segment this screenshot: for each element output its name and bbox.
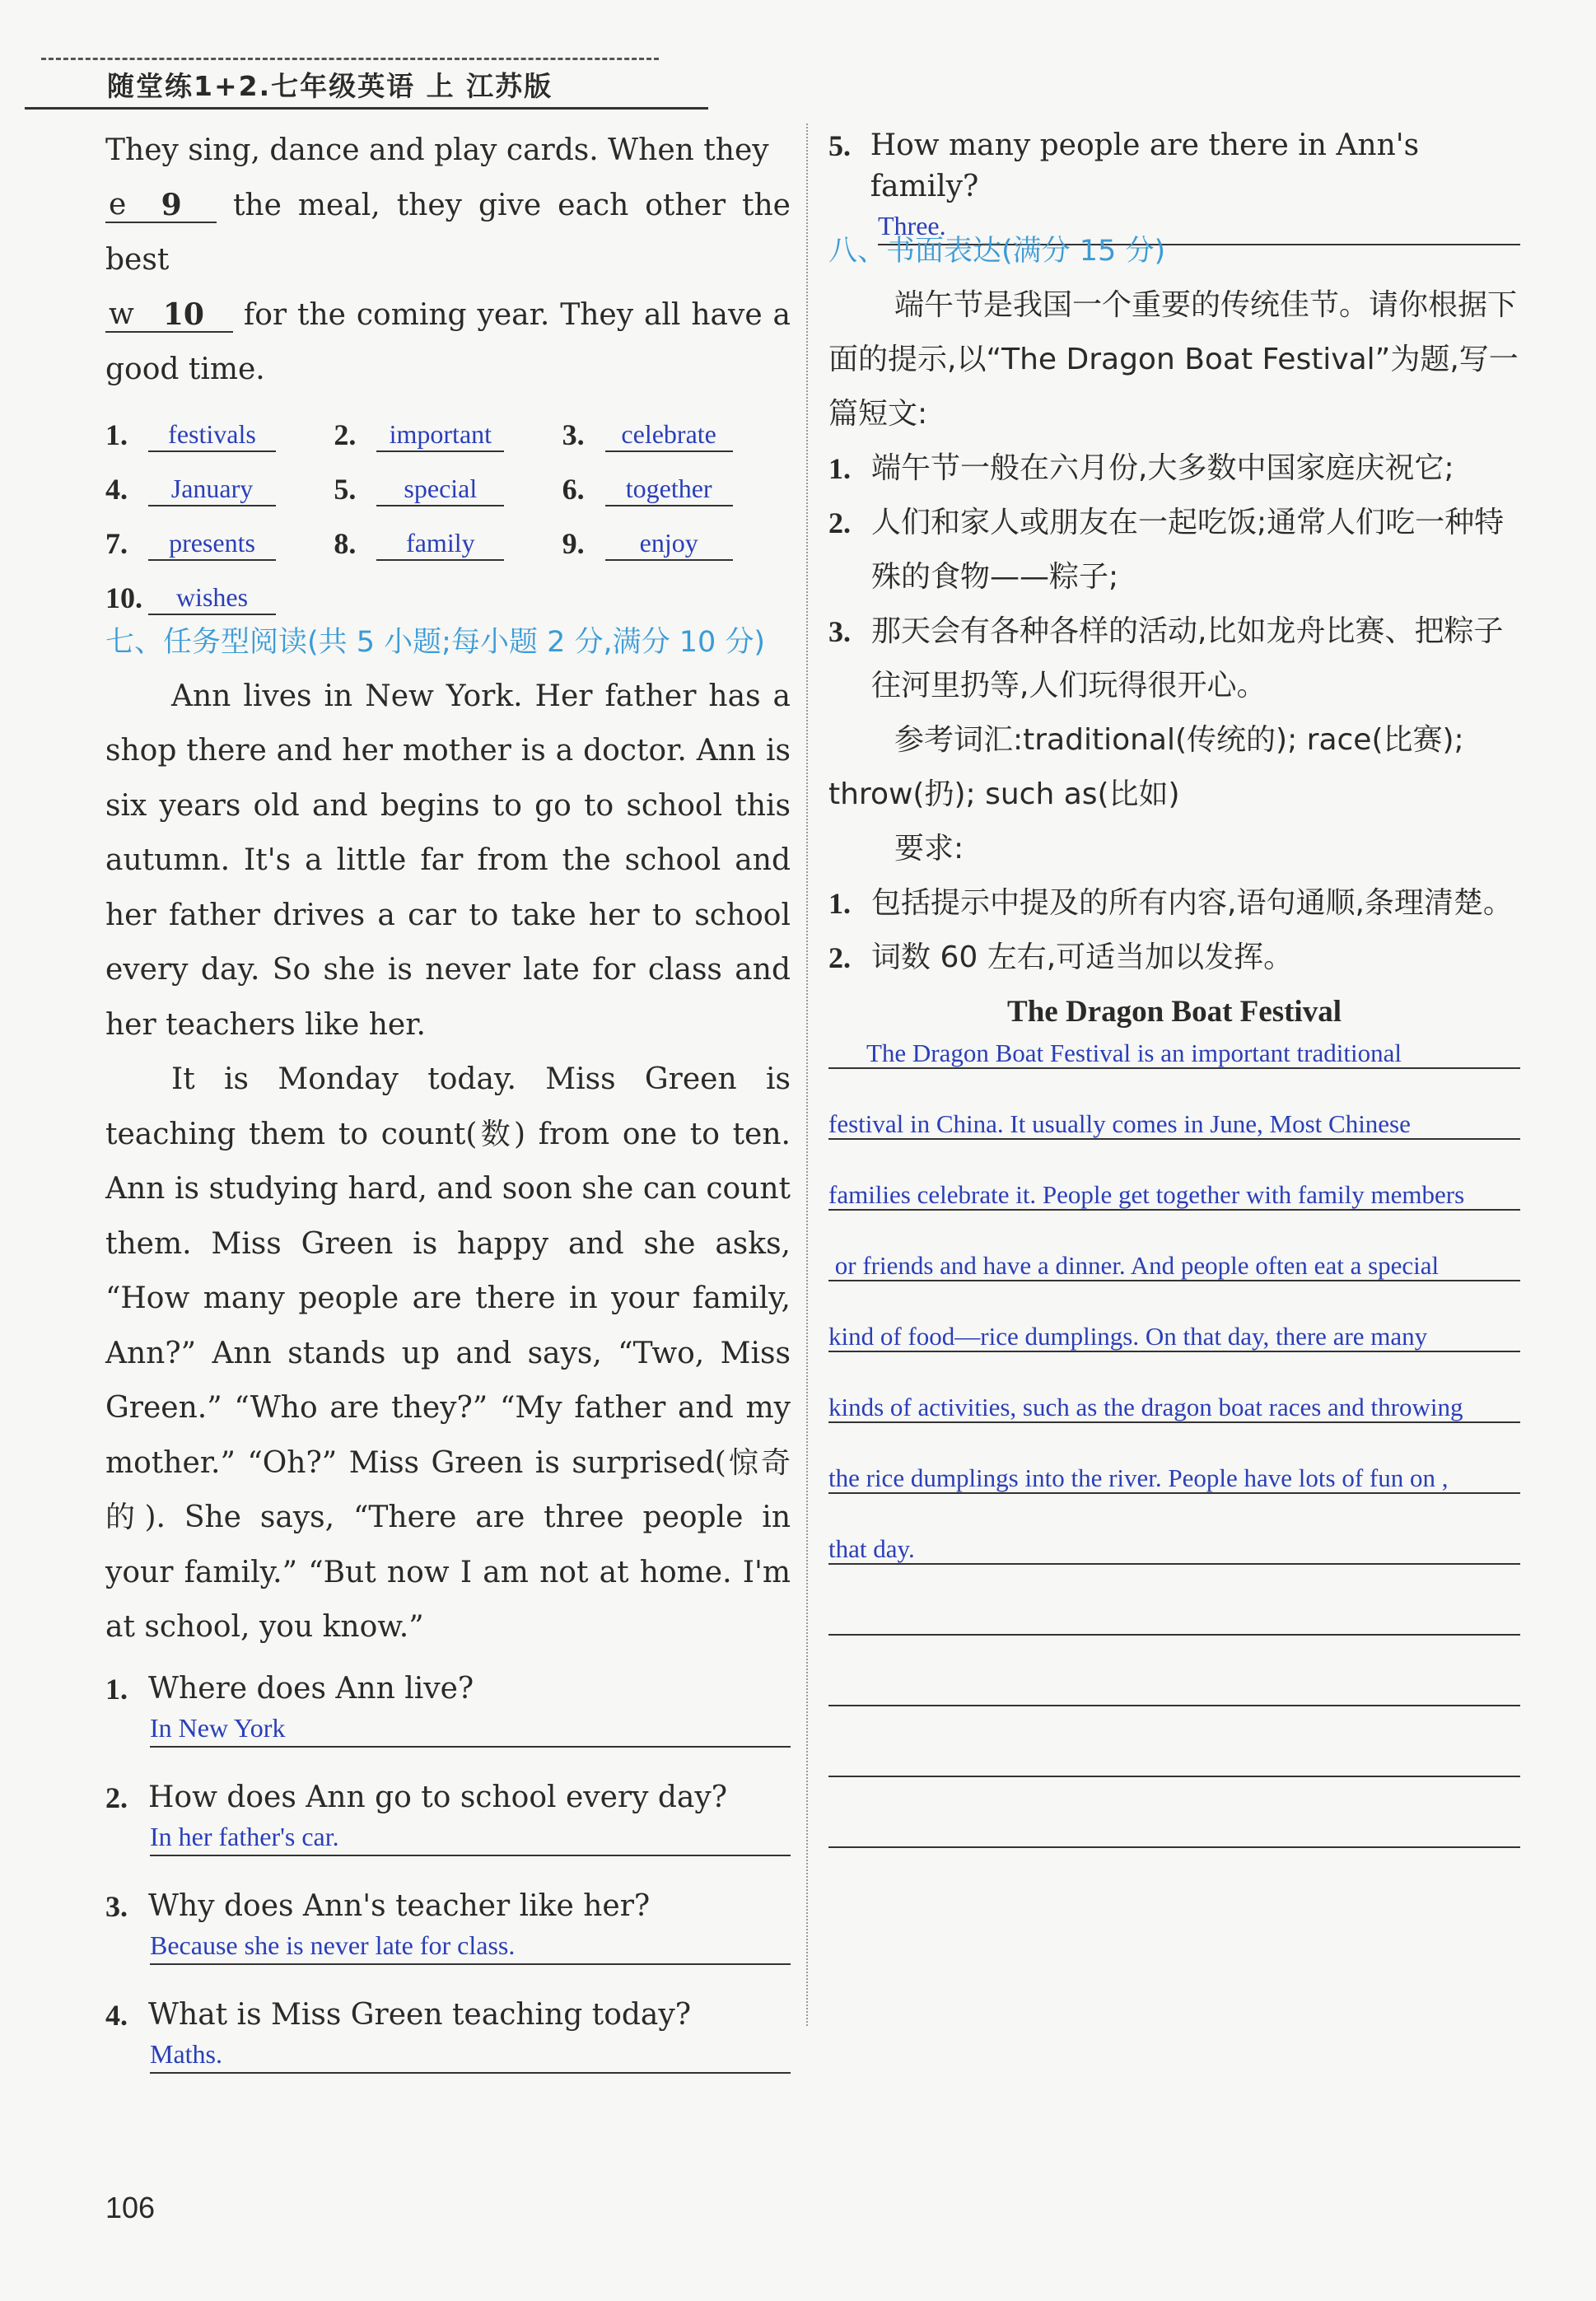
answer-text: important <box>376 418 504 452</box>
requirement-item <box>828 931 1520 985</box>
essay-line: festival in China. It usually comes in June, Most Chinese <box>828 1069 1520 1140</box>
hint-item <box>828 441 1520 496</box>
question-number: 2. <box>105 1781 128 1814</box>
answer-text: festivals <box>148 418 276 452</box>
reading-paragraph-2: It is Monday today. Miss Green is teaching them to count(数) from one to ten. Ann is studying hard, and soon she can count them. Miss Green is happy and she asks, “How many people are there in your family, Ann?” Ann stands up and says, “Two, Miss Green.” “Who are they?” “My father and my mother.” “Oh?” Miss Green is surprised(惊奇的). She says, “There are three people in your family.” “But now I am not at home. I'm at school, you know.” <box>105 1062 791 1644</box>
answer-number: 2. <box>334 418 357 451</box>
question-number: 5. <box>828 129 851 162</box>
essay-title: The Dragon Boat Festival <box>1007 995 1342 1029</box>
passage-end <box>105 124 791 398</box>
essay-line <box>828 1636 1520 1706</box>
hint-number: 2. <box>828 506 851 539</box>
hint-item <box>828 496 1520 604</box>
blank-9-number: 9 <box>161 187 182 222</box>
essay-line: the rice dumplings into the river. People have lots of fun on , <box>828 1423 1520 1494</box>
hint-text: 端午节一般在六月份,大多数中国家庭庆祝它; <box>871 451 1454 485</box>
answer-number: 9. <box>562 526 585 560</box>
question-text: How many people are there in Ann's family? <box>870 128 1420 203</box>
answer-grid <box>105 398 791 615</box>
answer-text: family <box>376 526 504 561</box>
answer-text: wishes <box>148 581 276 615</box>
answer-line: Because she is never late for class. <box>150 1927 791 1965</box>
requirement-text: 包括提示中提及的所有内容,语句通顺,条理清楚。 <box>871 886 1513 920</box>
question-item-5 <box>828 124 1520 240</box>
requirement-number: 2. <box>828 941 851 974</box>
essay-line: that day. <box>828 1494 1520 1565</box>
question-number: 3. <box>105 1889 128 1923</box>
essay-line: families celebrate it. People get together with family members <box>828 1140 1520 1211</box>
requirement-number: 1. <box>828 887 851 920</box>
answer-line: In New York <box>150 1710 791 1748</box>
answer-number: 7. <box>105 526 128 560</box>
question-item <box>105 1876 791 1985</box>
answer-item <box>105 526 334 561</box>
essay-line <box>828 1565 1520 1636</box>
answer-item <box>562 418 791 452</box>
answer-item <box>105 472 334 506</box>
question-list <box>105 1659 791 2093</box>
answer-item <box>562 472 791 506</box>
answer-text: presents <box>148 526 276 561</box>
answer-item <box>105 418 334 452</box>
answer-text: January <box>148 472 276 506</box>
passage-line: the meal, they give each other the best <box>105 188 791 277</box>
section-7-title: 七、任务型阅读(共 5 小题;每小题 2 分,满分 10 分) <box>105 625 766 659</box>
answer-item <box>334 418 562 452</box>
requirements-label: 要求: <box>894 832 964 866</box>
header-dashed-line <box>41 58 659 60</box>
section-8-title: 八、书面表达(满分 15 分) <box>828 235 1166 268</box>
answer-number: 5. <box>334 472 357 506</box>
hint-number: 3. <box>828 615 851 648</box>
question-text: What is Miss Green teaching today? <box>148 1997 692 2032</box>
answer-line: In her father's car. <box>150 1818 791 1856</box>
blank-10 <box>105 298 233 333</box>
reading-paragraph-1: Ann lives in New York. Her father has a shop there and her mother is a doctor. Ann is six years old and begins to go to school this autumn. It's a little far from the school and her father drives a car to take her to school every day. So she is never late for class and her teachers like her. <box>105 679 791 1042</box>
column-divider <box>806 124 808 2026</box>
answer-text: enjoy <box>605 526 733 561</box>
question-text: How does Ann go to school every day? <box>148 1780 728 1814</box>
writing-prompt: 端午节是我国一个重要的传统佳节。请你根据下面的提示,以“The Dragon Boat Festival”为题,写一篇短文: <box>828 288 1519 431</box>
answer-text: together <box>605 472 733 506</box>
hint-text: 人们和家人或朋友在一起吃饭;通常人们吃一种特殊的食物——粽子; <box>871 506 1505 594</box>
essay-line <box>828 1777 1520 1848</box>
requirement-text: 词数 60 左右,可适当加以发挥。 <box>871 940 1294 974</box>
page-header <box>25 58 708 110</box>
passage-line: for the coming year. They all have a good time. <box>105 297 791 386</box>
blank-10-prefix: w <box>109 296 134 331</box>
left-column <box>105 124 791 2093</box>
answer-item <box>105 581 348 615</box>
essay-line: or friends and have a dinner. And people often eat a special <box>828 1211 1520 1281</box>
passage-line: They sing, dance and play cards. When they <box>105 133 769 167</box>
essay-line <box>828 1706 1520 1777</box>
answer-item <box>334 526 562 561</box>
book-title: 随堂练1+2.七年级英语 上 江苏版 <box>107 70 553 102</box>
answer-number: 3. <box>562 418 585 451</box>
answer-text: celebrate <box>605 418 733 452</box>
question-text: Where does Ann live? <box>148 1671 474 1706</box>
question-number: 4. <box>105 1998 128 2032</box>
answer-line: Maths. <box>150 2036 791 2074</box>
requirement-item <box>828 876 1520 931</box>
hint-item <box>828 604 1520 713</box>
vocabulary-hint: 参考词汇:traditional(传统的); race(比赛); throw(扔); such as(比如) <box>828 723 1464 811</box>
answer-number: 6. <box>562 472 585 506</box>
answer-number: 4. <box>105 472 128 506</box>
essay-line: kinds of activities, such as the dragon boat races and throwing <box>828 1352 1520 1423</box>
answer-number: 8. <box>334 526 357 560</box>
right-column <box>828 124 1520 1848</box>
blank-10-number: 10 <box>162 296 204 332</box>
hint-text: 那天会有各种各样的活动,比如龙舟比赛、把粽子往河里扔等,人们玩得很开心。 <box>871 614 1504 702</box>
answer-item <box>334 472 562 506</box>
question-number: 1. <box>105 1672 128 1706</box>
answer-item <box>562 526 791 561</box>
essay-line: The Dragon Boat Festival is an important traditional <box>828 998 1520 1069</box>
question-item <box>105 1659 791 1767</box>
page-number: 106 <box>105 2191 156 2224</box>
question-text: Why does Ann's teacher like her? <box>148 1888 651 1923</box>
blank-9-prefix: e <box>109 187 127 222</box>
essay-line: kind of food—rice dumplings. On that day, there are many <box>828 1281 1520 1352</box>
answer-text: special <box>376 472 504 506</box>
blank-9 <box>105 189 217 223</box>
question-item <box>105 1985 791 2093</box>
essay-lines <box>828 998 1520 1848</box>
answer-number: 1. <box>105 418 128 451</box>
answer-number: 10. <box>105 581 142 614</box>
hint-number: 1. <box>828 452 851 485</box>
header-rule <box>25 107 708 110</box>
question-item <box>105 1767 791 1876</box>
answer-line: Three. <box>878 208 1520 245</box>
